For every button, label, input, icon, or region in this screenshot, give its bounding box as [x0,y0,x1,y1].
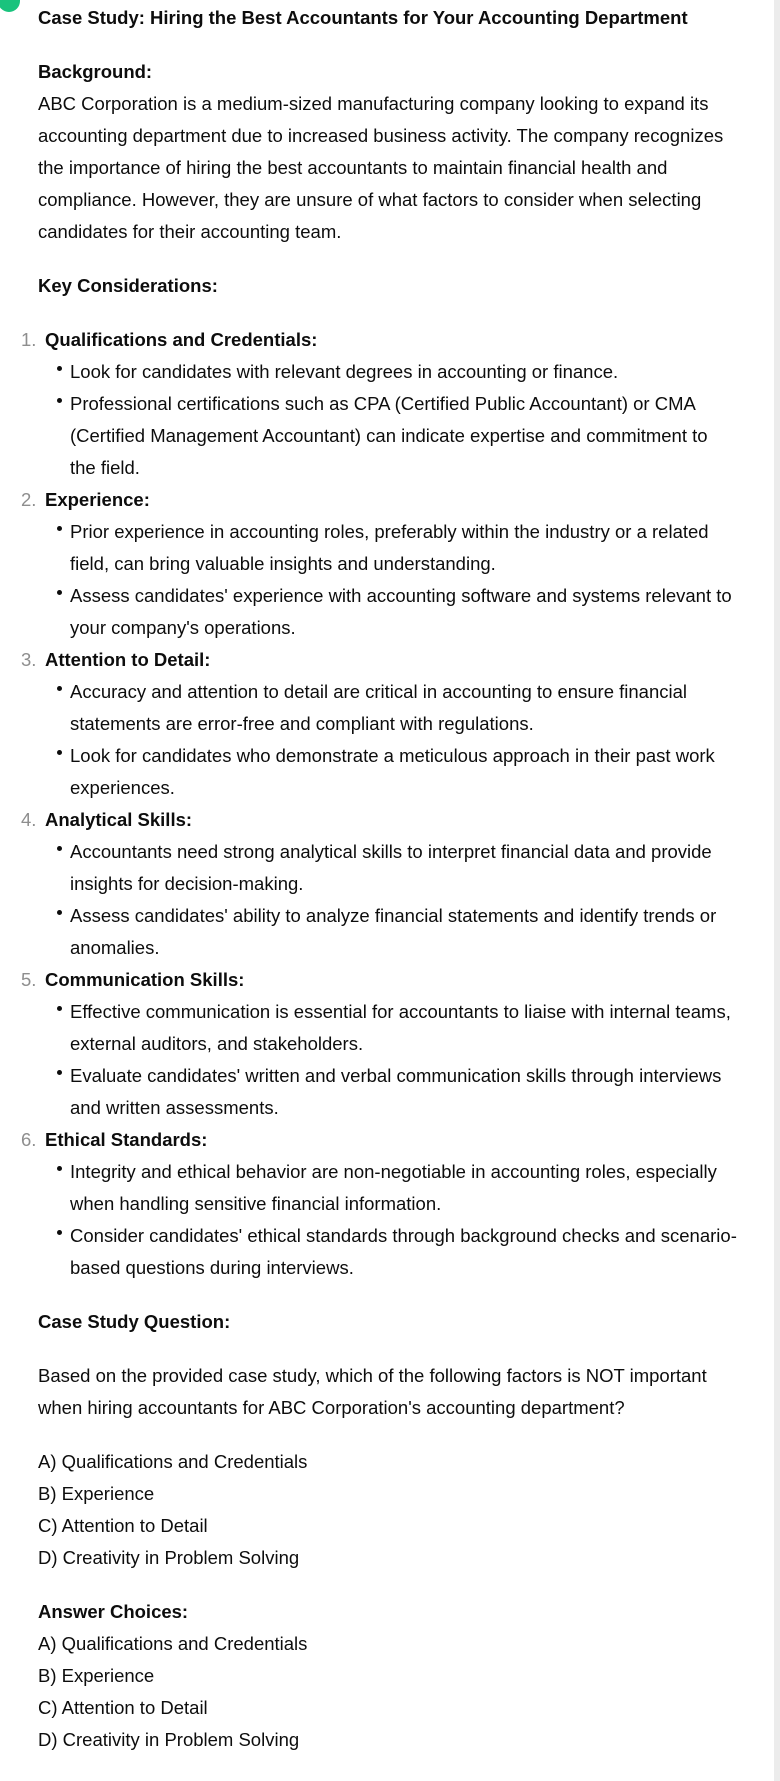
considerations-list [21,324,738,1284]
assistant-avatar [0,0,20,12]
question-option: D) Creativity in Problem Solving [38,1547,300,1568]
question-option: C) Attention to Detail [38,1515,208,1536]
bullet-item: Professional certifications such as CPA (Certified Public Accountant) or CMA (Certified Management Accountant) can indicate expertise and commitment to the field. [70,388,738,484]
bullet-list [45,356,738,484]
consideration-item-attention [21,644,738,804]
bullet-item: Consider candidates' ethical standards through background checks and scenario-based questions during interviews. [70,1220,738,1284]
consideration-title: Attention to Detail: [45,649,211,670]
bullet-item: Assess candidates' experience with accounting software and systems relevant to your company's operations. [70,580,738,644]
consideration-item-analytical [21,804,738,964]
list-number: 5. [21,969,37,990]
bullet-item: Evaluate candidates' written and verbal communication skills through interviews and written assessments. [70,1060,738,1124]
consideration-title: Analytical Skills: [45,809,193,830]
answer-options [38,1628,738,1756]
question-heading: Case Study Question: [38,1311,231,1332]
list-number: 6. [21,1129,37,1150]
bullet-item: Look for candidates with relevant degrees in accounting or finance. [70,356,738,388]
bullet-list [45,1156,738,1284]
case-study-title: Case Study: Hiring the Best Accountants for Your Accounting Department [38,7,688,28]
considerations-heading: Key Considerations: [38,275,218,296]
consideration-title: Communication Skills: [45,969,245,990]
message-content [21,0,738,1756]
bullet-item: Assess candidates' ability to analyze financial statements and identify trends or anomalies. [70,900,738,964]
consideration-title: Experience: [45,489,150,510]
background-text: ABC Corporation is a medium-sized manufacturing company looking to expand its accounting department due to increased business activity. The company recognizes the importance of hiring the best accountants to maintain financial health and compliance. However, they are unsure of what factors to consider when selecting candidates for their accounting team. [38,93,724,242]
bullet-list [45,676,738,804]
consideration-item-experience [21,484,738,644]
answer-option: C) Attention to Detail [38,1697,208,1718]
consideration-title: Ethical Standards: [45,1129,208,1150]
consideration-title: Qualifications and Credentials: [45,329,318,350]
consideration-item-qualifications [21,324,738,484]
scrollbar[interactable] [774,0,780,1781]
bullet-list [45,996,738,1124]
answer-option: B) Experience [38,1665,155,1686]
question-option: B) Experience [38,1483,155,1504]
answer-option: A) Qualifications and Credentials [38,1633,308,1654]
list-number: 1. [21,329,37,350]
question-option: A) Qualifications and Credentials [38,1451,308,1472]
background-heading: Background: [38,61,153,82]
bullet-item: Accuracy and attention to detail are critical in accounting to ensure financial statements are error-free and compliant with regulations. [70,676,738,740]
bullet-item: Look for candidates who demonstrate a meticulous approach in their past work experiences. [70,740,738,804]
bullet-item: Integrity and ethical behavior are non-negotiable in accounting roles, especially when handling sensitive financial information. [70,1156,738,1220]
consideration-item-communication [21,964,738,1124]
list-number: 3. [21,649,37,670]
bullet-list [45,516,738,644]
answers-heading: Answer Choices: [38,1601,189,1622]
list-number: 2. [21,489,37,510]
consideration-item-ethical [21,1124,738,1284]
bullet-list [45,836,738,964]
question-options [38,1446,738,1574]
bullet-item: Accountants need strong analytical skills to interpret financial data and provide insights for decision-making. [70,836,738,900]
bullet-item: Effective communication is essential for accountants to liaise with internal teams, external auditors, and stakeholders. [70,996,738,1060]
question-text: Based on the provided case study, which of the following factors is NOT important when hiring accountants for ABC Corporation's accounting department? [38,1365,707,1418]
bullet-item: Prior experience in accounting roles, preferably within the industry or a related field, can bring valuable insights and understanding. [70,516,738,580]
list-number: 4. [21,809,37,830]
answer-option: D) Creativity in Problem Solving [38,1729,300,1750]
